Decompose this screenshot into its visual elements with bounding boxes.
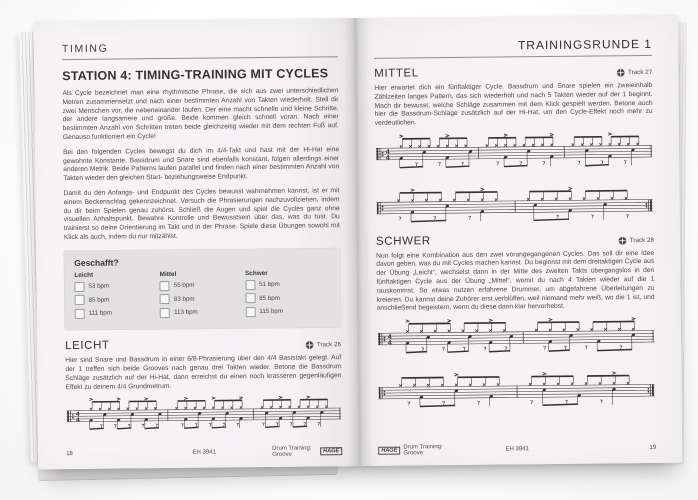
section-title-leicht: LEICHT — [65, 339, 110, 353]
book-title: Drum Training: Groove — [272, 445, 312, 458]
header-rule — [62, 56, 338, 60]
mittel-paragraph: Hier erwartet dich ein fünftaktiger Cycle. Bassdrum und Snare spielen ein zweieinhalb Zählzeiten langes Pattern, das sich wiederholt und nach 5 Takten wieder auf der 1 beginnt. Mach dir bewusst, welche Schläge zusammen mit dem Klick gespielt werden. Betone auch hier die Bassdrum-Schläge zusätzlich auf der Hi-Hat, um den Cycle-Effekt noch mehr zu verdeutlichen. — [374, 81, 653, 128]
drum-notation-leicht — [66, 396, 342, 435]
section-head-leicht — [65, 337, 341, 352]
left-page — [34, 18, 361, 469]
cd-icon — [618, 236, 627, 245]
bpm-label: 115 bpm — [259, 308, 284, 316]
track-label — [616, 68, 652, 77]
hage-logo: HAGE — [378, 447, 400, 455]
checklist-column-mittel — [160, 270, 246, 321]
intro-paragraph-3: Damit du den Anfangs- und Endpunkt des Cycles bewusst wahrnehmen kannst, ist er mit einem Beckenschlag gekennzeichnet. Versuch die Phrasierungen nachzuvollziehen, indem du dir beim Spielen genau zuhörst. Schließ die Augen und spiel die Cycles ganz ohne visuellen Anhaltspunkt. Bewahre Kontrolle und Bewusstsein über das, was du tust. Du trainierst so deine Orientierung im Takt und in der Phrase. Spiele diese Übungen sowohl mit Klick als auch, indem du nur mitzählst. — [63, 187, 340, 242]
hage-logo: HAGE — [320, 447, 342, 455]
chapter-header: TIMING — [61, 42, 109, 56]
checklist-title: Geschafft? — [74, 257, 119, 268]
cd-icon — [616, 68, 625, 77]
checklist-column-leicht — [74, 271, 160, 322]
checklist-column-label: Schwer — [244, 269, 268, 277]
book-title: Drum Training: Groove — [403, 444, 443, 457]
bpm-check-item — [245, 306, 330, 317]
leicht-paragraph: Hier sind Snare und Bassdrum in einer 6/8-Phrasierung über den 4/4 Basistakt gelegt. Auf der 1 treffen sich beide Grooves nach genau drei Takten wieder. Betone die Bassdrum Schläge zusätzlich auf der Hi-Hat, dann erreichst du einen noch krasseren gegenläufigen Effekt zu deinem 4/4 Grundmetrum. — [65, 354, 342, 391]
checklist-column-label: Mittel — [159, 270, 177, 278]
bpm-check-item — [160, 293, 245, 304]
bpm-label: 51 bpm — [259, 281, 280, 289]
bpm-check-item — [160, 307, 245, 318]
section-title-mittel: MITTEL — [374, 67, 419, 80]
checkbox — [160, 281, 170, 291]
drum-notation-mittel — [375, 132, 654, 228]
bpm-label: 113 bpm — [174, 308, 198, 317]
checkbox — [75, 309, 85, 319]
checkbox — [245, 293, 255, 303]
checklist-columns — [74, 269, 331, 322]
bpm-label: 83 bpm — [173, 295, 195, 303]
page-number: 19 — [649, 444, 657, 451]
svg-text:4: 4 — [385, 148, 390, 156]
right-page — [356, 15, 683, 466]
section-title-schwer: SCHWER — [375, 234, 431, 248]
checkbox — [75, 295, 85, 305]
bpm-label: 53 bpm — [88, 282, 110, 291]
track-number: Track 28 — [629, 236, 655, 244]
checkbox — [245, 307, 255, 317]
bpm-check-item — [245, 293, 330, 304]
footer-brand — [378, 444, 448, 457]
section-head-mittel — [374, 65, 652, 80]
svg-text:4: 4 — [75, 411, 80, 419]
intro-paragraph-2: Bei den folgenden Cycles bewegst du dich im 4/4-Takt und hast mit der Hi-Hat eine gewohnte Konstante. Bassdrum und Snare sind ebenfalls konstant, folgen allerdings einer anderen Metrik. Beide Patterns laufen parallel und finden nach einer bestimmten Anzahl von Takten wieder den gleichen Start- beziehungsweise Endpunkt. — [63, 145, 340, 183]
station-title: STATION 4: TIMING-TRAINING MIT CYCLES — [62, 66, 329, 84]
checkbox — [245, 280, 255, 290]
bpm-check-item — [160, 280, 245, 291]
catalog-number: EH 3941 — [192, 449, 216, 456]
svg-text:4: 4 — [385, 154, 390, 162]
bpm-check-item — [245, 279, 330, 290]
footer-brand — [272, 445, 342, 458]
right-page-footer — [360, 442, 682, 457]
cd-icon — [305, 341, 314, 350]
intro-paragraph-1: Als Cycle bezeichnet man eine rhythmische Phrase, die sich aus zwei unterschiedlichen Metren zusammensetzt und nach einer bestimmten Anzahl von Takten wiederholt. Stell dir zwei Menschen vor, die nebeneinander laufen. Der eine macht schnelle und kleine Schritte, der andere langsamere und große. Beide kommen gleich schnell voran. Nach einer bestimmten Anzahl von Schritten treten beide gleichzeitig wieder mit dem rechten Fuß auf. Genauso funktioniert ein Cycle! — [62, 87, 339, 142]
bpm-label: 55 bpm — [173, 281, 195, 290]
header-rule — [374, 55, 652, 59]
bpm-check-item — [75, 294, 160, 305]
open-book — [34, 15, 683, 470]
svg-text:4: 4 — [387, 339, 392, 348]
svg-text:4: 4 — [387, 333, 392, 342]
bpm-label: 85 bpm — [88, 296, 110, 304]
bpm-label: 85 bpm — [259, 294, 280, 302]
track-number: Track 27 — [627, 68, 653, 77]
left-page-footer — [38, 445, 360, 460]
geschafft-checklist — [64, 248, 341, 330]
track-number: Track 26 — [316, 341, 342, 349]
drum-notation-schwer — [377, 317, 656, 413]
round-header: TRAININGSRUNDE 1 — [517, 36, 653, 53]
svg-text:4: 4 — [76, 417, 80, 425]
checkbox — [160, 294, 170, 304]
catalog-number: EH 3941 — [505, 446, 529, 453]
checkbox — [74, 282, 84, 292]
bpm-label: 111 bpm — [88, 309, 112, 318]
section-head-schwer — [376, 233, 654, 248]
checklist-column-label: Leicht — [74, 271, 94, 279]
track-label — [305, 340, 341, 349]
bpm-check-item — [74, 281, 159, 292]
checkbox — [160, 308, 170, 318]
schwer-paragraph: Nun folgt eine Kombination aus den zwei vorangegangenen Cycles. Das soll dir eine Idee davon geben, was du mit Cycles machen kannst. Du beginnst mit dem dreitaktigen Cycle aus der Übung „Leicht“, wechselst dann in der Mitte des zweiten Takts übergangslos in den fünftaktigen Cycle aus der Übung „Mittel“, womit du nach 4 Takten wieder auf die 1 rauskommst. So etwas nutzen erfahrene Drummer, um abgefahrene Überleitungen zu kreieren. Du kannst deine Zuhörer erst verblüffen, weil niemand mehr weiß, wo die 1 ist, und anschließend begeistern, wenn du diese dann klar hervorhebst. — [376, 249, 655, 313]
bpm-check-item — [75, 308, 160, 319]
page-number: 18 — [66, 450, 73, 458]
checklist-column-schwer — [245, 269, 331, 320]
track-label — [618, 236, 654, 245]
